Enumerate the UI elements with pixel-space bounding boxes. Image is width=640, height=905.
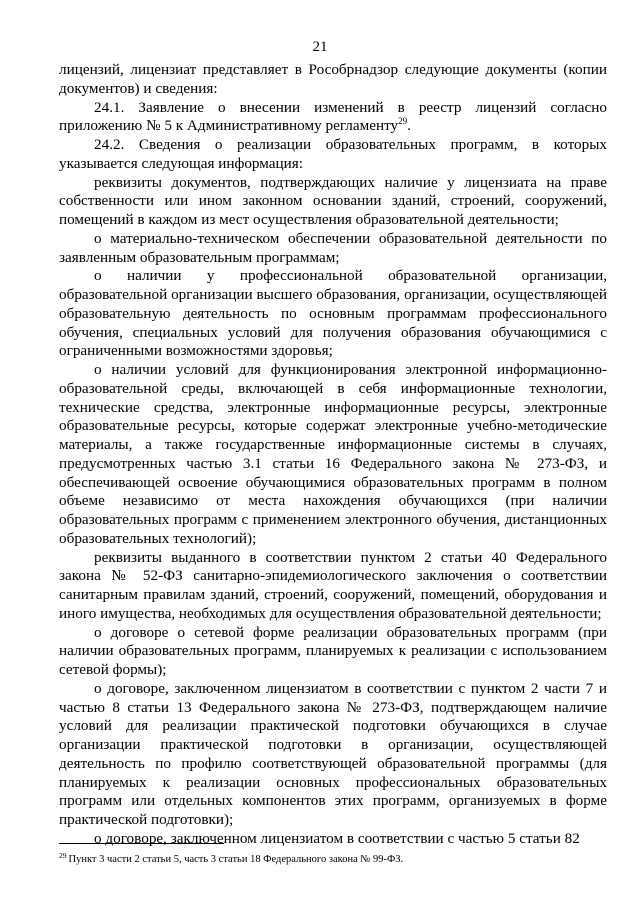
paragraph-text: лицензий, лицензиат представляет в Рособрнадзор следующие документы (копии документов) и сведения:: [59, 61, 607, 97]
paragraph-tail: .: [407, 117, 411, 135]
paragraph-text: о материально-техническом обеспечении образовательной деятельности по заявленным образовательным программам;: [59, 229, 607, 266]
paragraph-intro: [59, 61, 607, 99]
paragraph-text: о наличии условий для функционирования электронной информационно-образовательной среды, включающей в себя информационные технологии, технические средства, электронные информационные ресурсы, электронные образовательные ресурсы, которые содержат электронные учебно-методические материалы, а также государственные информационные системы в случаях, предусмотренных частью 3.1 статьи 16 Федерального закона № 273-ФЗ, и обеспечивающей освоение обучающимися образовательных программ в полном объеме независимо от места нахождения обучающихся (при наличии образовательных программ с применением электронного обучения, дистанционных образовательных технологий);: [59, 361, 607, 547]
paragraph-text: реквизиты документов, подтверждающих наличие у лицензиата на праве собственности или ином законном основании зданий, строений, сооружений, помещений в каждом из мест осуществления образовательной деятельности;: [59, 173, 607, 228]
paragraph-text: о договоре, заключенном лицензиатом в соответствии с частью 5 статьи 82: [94, 829, 580, 847]
footnote-text: Пункт 3 части 2 статьи 5, часть 3 статьи 18 Федерального закона № 99-ФЗ.: [68, 854, 404, 865]
paragraph-24-2: [59, 136, 607, 174]
paragraph-item: [59, 267, 607, 361]
body-text: [59, 61, 607, 849]
footnote-reference: 29: [398, 116, 408, 127]
footnote-mark: 29: [59, 851, 67, 860]
paragraph-item: [59, 230, 607, 268]
footnote-divider: [59, 843, 224, 844]
paragraph-item: [59, 680, 607, 830]
paragraph-text: 24.2. Сведения о реализации образовательных программ, в которых указывается следующая информация:: [59, 136, 607, 172]
page-number: 21: [312, 39, 328, 55]
paragraph-item: [59, 549, 607, 624]
footnote: [59, 853, 607, 866]
paragraph-24-1: [59, 99, 607, 137]
paragraph-item: [59, 174, 607, 230]
paragraph-text: 24.1. Заявление о внесении изменений в реестр лицензий согласно приложению № 5 к Административному регламенту: [59, 98, 607, 135]
paragraph-text: о договоре о сетевой форме реализации образовательных программ (при наличии образовательных программ, планируемых к реализации с использованием сетевой формы);: [59, 623, 607, 678]
paragraph-text: реквизиты выданного в соответствии пунктом 2 статьи 40 Федерального закона № 52-ФЗ санитарно-эпидемиологического заключения о соответствии санитарным правилам зданий, строений, сооружений, помещений, оборудования и иного имущества, необходимых для осуществления образовательной деятельности;: [59, 548, 607, 622]
paragraph-item: [59, 361, 607, 549]
paragraph-text: о договоре, заключенном лицензиатом в соответствии с пунктом 2 части 7 и частью 8 статьи 13 Федерального закона № 273-ФЗ, подтверждающем наличие условий для реализации практической подготовки обучающихся в случае организации практической подготовки в организации, осуществляющей деятельность по профилю соответствующей образовательной программы (для планируемых к реализации основных профессиональных образовательных программ или отдельных компонентов этих программ, организуемых в форме практической подготовки);: [59, 679, 607, 828]
paragraph-item: [59, 830, 607, 849]
paragraph-text: о наличии у профессиональной образовательной организации, образовательной организации высшего образования, организации, осуществляющей образовательную деятельность по основным программам профессионального обучения, специальных условий для получения образования обучающимися с ограниченными возможностями здоровья;: [59, 267, 607, 360]
paragraph-item: [59, 624, 607, 680]
